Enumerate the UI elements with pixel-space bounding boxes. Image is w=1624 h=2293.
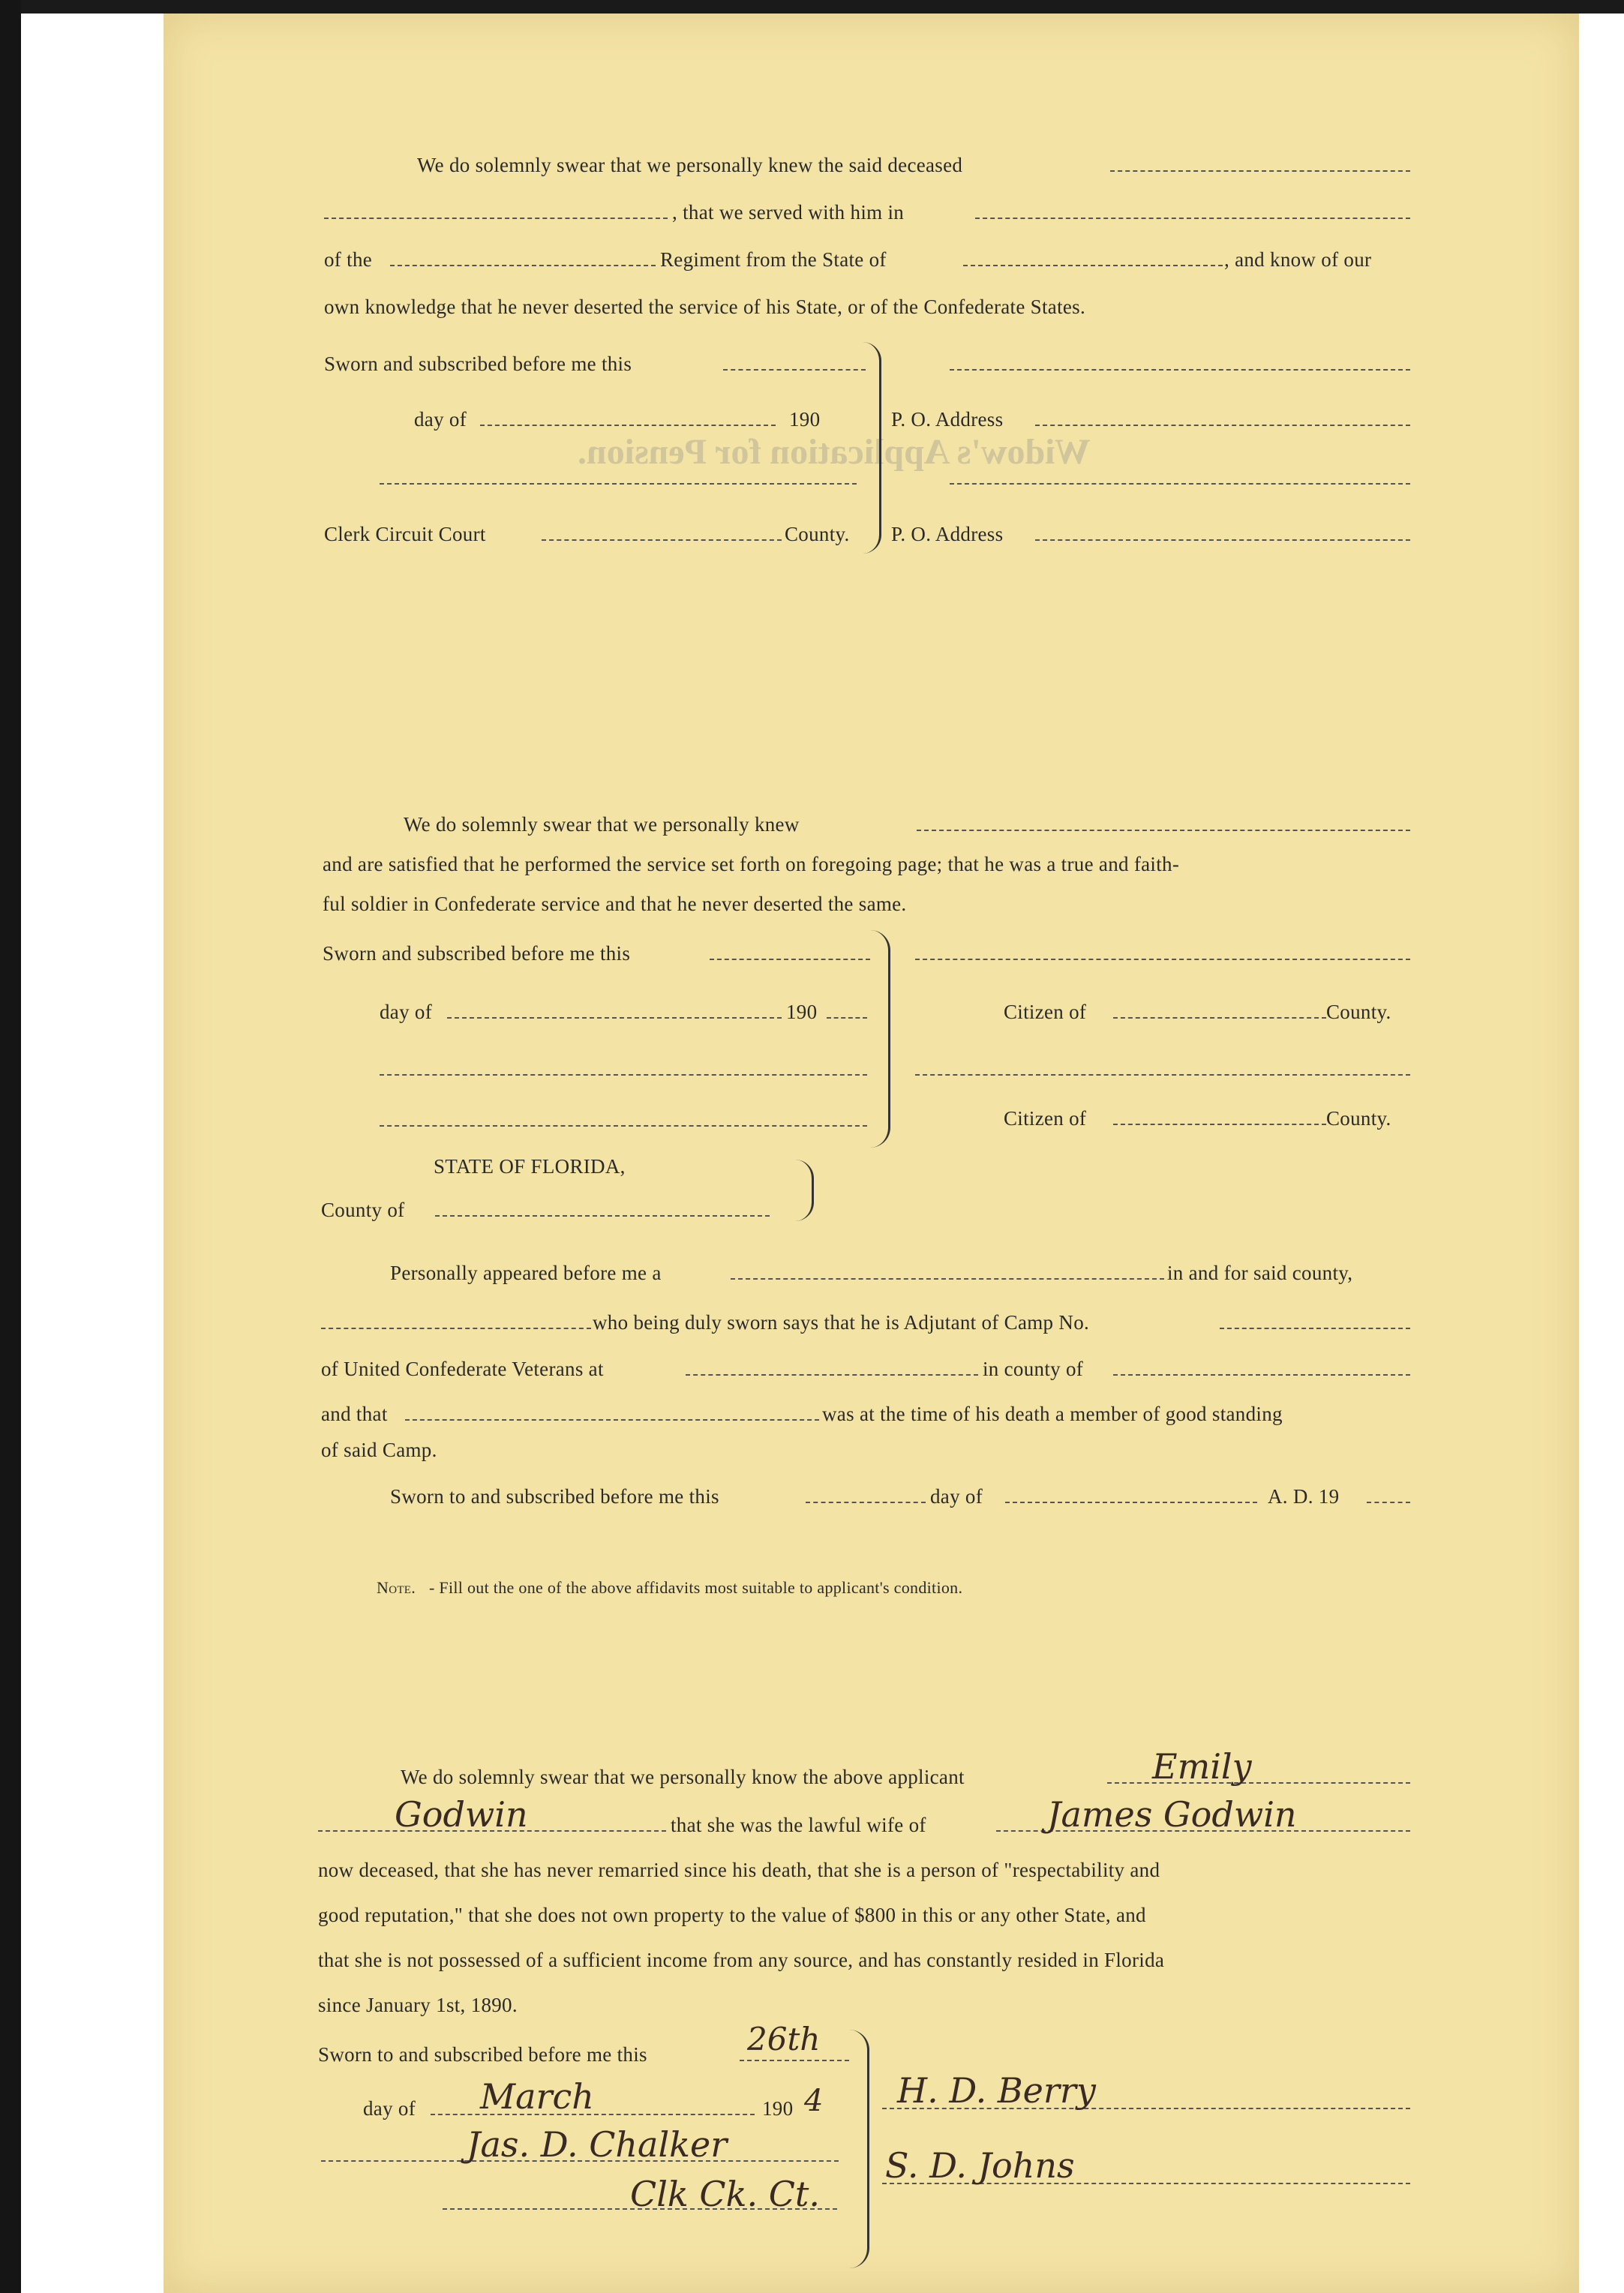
aff3-line6: since January 1st, 1890. — [318, 1994, 518, 2016]
hw-sworn-day: 26th — [747, 2021, 821, 2057]
camp-location-blank — [686, 1374, 978, 1376]
aff1-day-blank — [480, 425, 776, 426]
witness1-signature-blank — [950, 369, 1410, 371]
aff3-line2: that she was the lawful wife of — [671, 1814, 926, 1836]
aff2-clerk-signature-blank — [380, 1074, 867, 1076]
aff1-county: County. — [785, 523, 850, 545]
adj-p2: who being duly sworn says that he is Adjutant of Camp No. — [593, 1311, 1090, 1334]
camp-number-blank — [1220, 1328, 1410, 1329]
aff3-line5: that she is not possessed of a sufficient income from any source, and has constantly resided in Florida — [318, 1949, 1165, 1971]
adj-p4a: and that — [321, 1403, 388, 1425]
aff2-county1: County. — [1326, 1001, 1391, 1023]
camp-county-blank — [1113, 1374, 1410, 1376]
aff1-po1: P. O. Address — [891, 408, 1004, 431]
adj-sworn-day-blank — [806, 1502, 926, 1503]
adj-p1b: in and for said county, — [1167, 1262, 1353, 1284]
aff1-brace — [863, 342, 881, 554]
aff2-year-blank — [827, 1017, 867, 1019]
adjutant-name-blank — [321, 1328, 591, 1329]
citizen1-county-blank — [1113, 1017, 1326, 1019]
clerk-signature-blank — [380, 483, 857, 485]
aff2-line3: ful soldier in Confederate service and that he never deserted the same. — [323, 893, 907, 915]
po1-blank — [1035, 425, 1410, 426]
hw-applicant-first-name: Emily — [1152, 1746, 1252, 1787]
scan-top-border — [0, 0, 1624, 14]
aff1-line1: We do solemnly swear that we personally knew the said deceased — [417, 154, 963, 176]
aff3-brace — [849, 2030, 869, 2268]
citizen1-signature-blank — [915, 959, 1410, 960]
aff1-line2: , that we served with him in — [672, 201, 905, 224]
clerk-county-blank — [542, 539, 782, 541]
adj-p5: of said Camp. — [321, 1439, 437, 1461]
aff1-line3b: Regiment from the State of — [660, 248, 887, 271]
scan-left-border — [0, 0, 21, 2293]
po2-blank — [1035, 539, 1410, 541]
adj-p3b: in county of — [983, 1358, 1084, 1380]
aff3-day-of: day of — [363, 2097, 416, 2120]
regiment-blank — [390, 265, 656, 266]
aff2-sworn: Sworn and subscribed before me this — [323, 942, 631, 965]
aff2-sworn-blank — [710, 959, 870, 960]
state-of-florida: STATE OF FLORIDA, — [434, 1155, 626, 1178]
aff1-year: 190 — [789, 408, 821, 431]
hw-clerk-signature: Jas. D. Chalker — [467, 2124, 728, 2165]
deceased-name-blank-cont — [324, 218, 668, 219]
aff2-year: 190 — [786, 1001, 818, 1023]
adj-sworn-month-blank — [1005, 1502, 1257, 1503]
company-blank — [975, 218, 1410, 219]
aff1-sworn-blank — [723, 369, 866, 371]
aff3-sworn: Sworn to and subscribed before me this — [318, 2043, 647, 2066]
aff1-po2: P. O. Address — [891, 523, 1004, 545]
adj-sworn-c: A. D. 19 — [1268, 1485, 1340, 1508]
adj-sworn-year-blank — [1367, 1502, 1410, 1503]
reverse-bleed-title: Widow's Application for Pension. — [578, 432, 1091, 472]
aff2-county2: County. — [1326, 1107, 1391, 1130]
aff2-name-blank — [917, 830, 1410, 831]
adj-p1a: Personally appeared before me a — [390, 1262, 662, 1284]
aff1-sworn: Sworn and subscribed before me this — [324, 353, 632, 375]
state-blank — [963, 265, 1223, 266]
witness2-signature-blank — [950, 483, 1410, 485]
aff1-line3a: of the — [324, 248, 373, 271]
hw-clerk-title: Clk Ck. Ct. — [630, 2174, 821, 2214]
hw-applicant-last-name: Godwin — [395, 1794, 528, 1835]
note-label: Note. — [377, 1578, 416, 1597]
hw-husband-name: James Godwin — [1047, 1794, 1297, 1835]
aff3-sworn-day-blank — [740, 2060, 849, 2061]
hw-witness-b: S. D. Johns — [885, 2145, 1075, 2186]
aff2-clerk-title-blank — [380, 1125, 867, 1127]
adj-p3a: of United Confederate Veterans at — [321, 1358, 604, 1380]
aff2-day-blank — [447, 1017, 782, 1019]
aff2-brace — [870, 930, 890, 1148]
aff3-line1: We do solemnly swear that we personally know the above applicant — [401, 1766, 965, 1788]
adj-sworn-b: day of — [930, 1485, 983, 1508]
member-name-blank — [405, 1419, 819, 1421]
aff1-day-of: day of — [414, 408, 467, 431]
aff1-line3c: , and know of our — [1224, 248, 1372, 271]
aff2-line2: and are satisfied that he performed the service set forth on foregoing page; that he was a true and faith- — [323, 853, 1180, 875]
aff3-line3: now deceased, that she has never remarried since his death, that she is a person of "respectability and — [318, 1859, 1160, 1881]
aff1-line4: own knowledge that he never deserted the service of his State, or of the Confederate States. — [324, 296, 1086, 318]
aff2-citizen1: Citizen of — [1004, 1001, 1087, 1023]
aff1-clerk: Clerk Circuit Court — [324, 523, 486, 545]
aff3-line4: good reputation," that she does not own property to the value of $800 in this or any other State, and — [318, 1904, 1146, 1926]
officer-title-blank — [731, 1278, 1164, 1280]
citizen2-county-blank — [1113, 1124, 1326, 1125]
adj-p4b: was at the time of his death a member of good standing — [822, 1403, 1283, 1425]
aff2-day-of: day of — [380, 1001, 433, 1023]
venue-county-blank — [435, 1215, 770, 1217]
aff2-citizen2: Citizen of — [1004, 1107, 1087, 1130]
adj-sworn-a: Sworn to and subscribed before me this — [390, 1485, 719, 1508]
note-text: - Fill out the one of the above affidavits most suitable to applicant's condition. — [429, 1578, 963, 1597]
aff2-line1: We do solemnly swear that we personally knew — [404, 813, 800, 836]
hw-witness-a: H. D. Berry — [897, 2070, 1096, 2111]
deceased-name-blank — [1110, 170, 1410, 172]
venue-brace — [795, 1160, 814, 1221]
aff3-year: 190 — [762, 2097, 794, 2120]
hw-sworn-month: March — [480, 2076, 594, 2117]
hw-sworn-year-digit: 4 — [804, 2084, 824, 2118]
citizen2-signature-blank — [915, 1074, 1410, 1076]
county-of-label: County of — [321, 1199, 405, 1221]
